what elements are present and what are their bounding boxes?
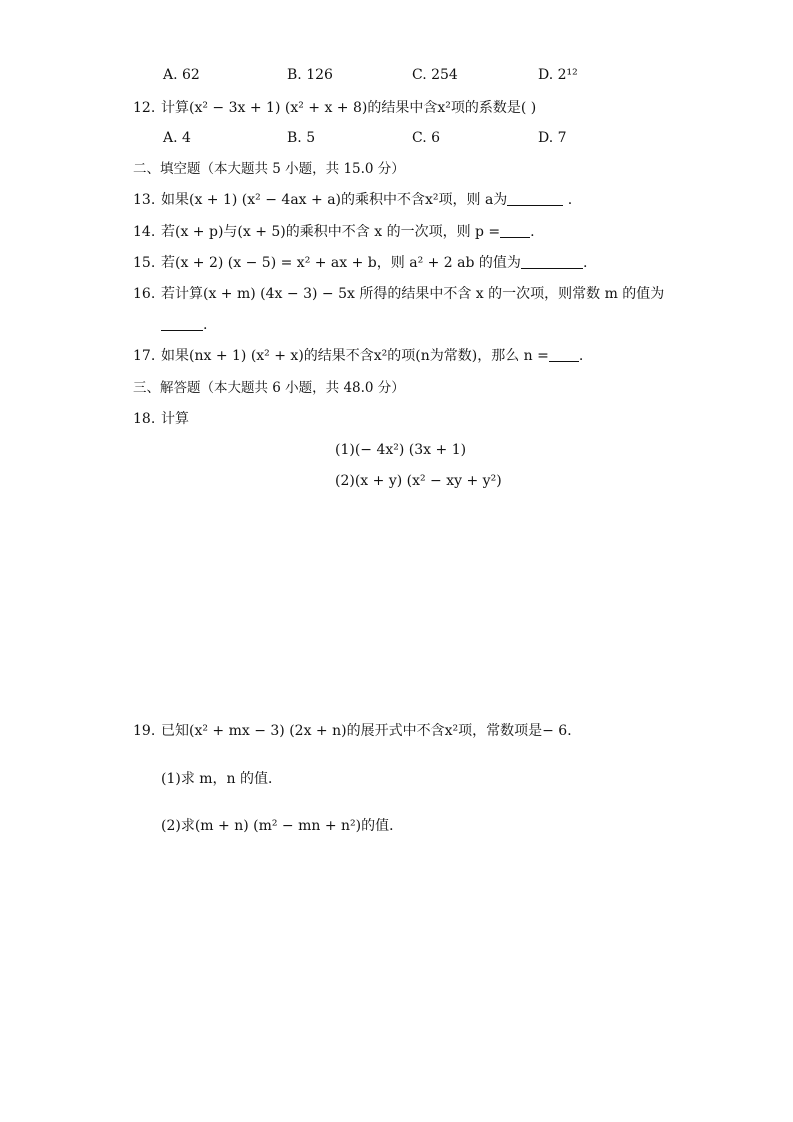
question-19 [133, 722, 581, 740]
question-text-end: . [578, 348, 584, 364]
question-text: 若(x + p)与(x + 5)的乘积中不含 x 的一次项，则 p = [161, 224, 501, 240]
question-text-end: . [530, 224, 535, 240]
question-15 [133, 254, 587, 272]
answer-blank[interactable] [507, 191, 563, 206]
answer-blank[interactable] [549, 347, 579, 362]
question-13 [133, 191, 572, 209]
question-text: 计算 [161, 411, 189, 427]
q11-option-a: A. 62 [163, 67, 200, 83]
q12-option-b: B. 5 [287, 130, 316, 146]
question-text: 若计算(x + m) (4x − 3) − 5x 所得的结果中不含 x 的一次项，则常数 m 的值为 [161, 286, 665, 302]
q11-option-d: D. 2¹² [538, 67, 578, 83]
question-number: 17. [133, 348, 156, 364]
question-18 [133, 410, 189, 428]
question-text: 若(x + 2) (x − 5) = x² + ax + b，则 a² + 2 ab 的值为 [161, 255, 521, 271]
question-12 [133, 99, 536, 117]
question-number: 12. [133, 100, 156, 116]
section-fill-in-title: 二、填空题（本大题共 5 小题，共 15.0 分） [133, 161, 405, 177]
q11-option-c: C. 254 [412, 67, 458, 83]
question-number: 19. [133, 723, 156, 739]
question-text: 如果(x + 1) (x² − 4ax + a)的乘积中不含x²项，则 a为 [161, 192, 508, 208]
question-text: 如果(nx + 1) (x² + x)的结果不含x²的项(n为常数)，那么 n = [161, 348, 549, 364]
question-number: 15. [133, 255, 156, 271]
question-text-end: . [203, 317, 208, 333]
answer-blank[interactable] [521, 254, 583, 269]
q19-part-1: (1)求 m，n 的值． [161, 771, 283, 787]
section-answer-title: 三、解答题（本大题共 6 小题，共 48.0 分） [133, 380, 405, 396]
question-text: 已知(x² + mx − 3) (2x + n)的展开式中不含x²项，常数项是− 6． [161, 723, 582, 739]
q12-option-a: A. 4 [163, 130, 191, 146]
question-text-end: . [582, 255, 588, 271]
question-16 [133, 285, 664, 303]
question-14 [133, 223, 535, 241]
q12-option-c: C. 6 [412, 130, 441, 146]
question-16-answer-line [161, 316, 207, 334]
q12-option-d: D. 7 [538, 130, 567, 146]
question-17 [133, 347, 583, 365]
q18-part-2: (2)(x + y) (x² − xy + y²) [335, 473, 502, 489]
question-number: 16. [133, 286, 156, 302]
q18-part-1: (1)(− 4x²) (3x + 1) [335, 442, 467, 458]
question-number: 13. [133, 192, 156, 208]
question-text: 计算(x² − 3x + 1) (x² + x + 8)的结果中含x²项的系数是( ) [161, 100, 537, 116]
question-number: 14. [133, 224, 156, 240]
q11-option-b: B. 126 [287, 67, 333, 83]
answer-blank[interactable] [161, 316, 203, 331]
q19-part-2: (2)求(m + n) (m² − mn + n²)的值． [161, 818, 404, 834]
question-text-end: . [563, 192, 573, 208]
question-number: 18. [133, 411, 156, 427]
answer-blank[interactable] [500, 223, 530, 238]
